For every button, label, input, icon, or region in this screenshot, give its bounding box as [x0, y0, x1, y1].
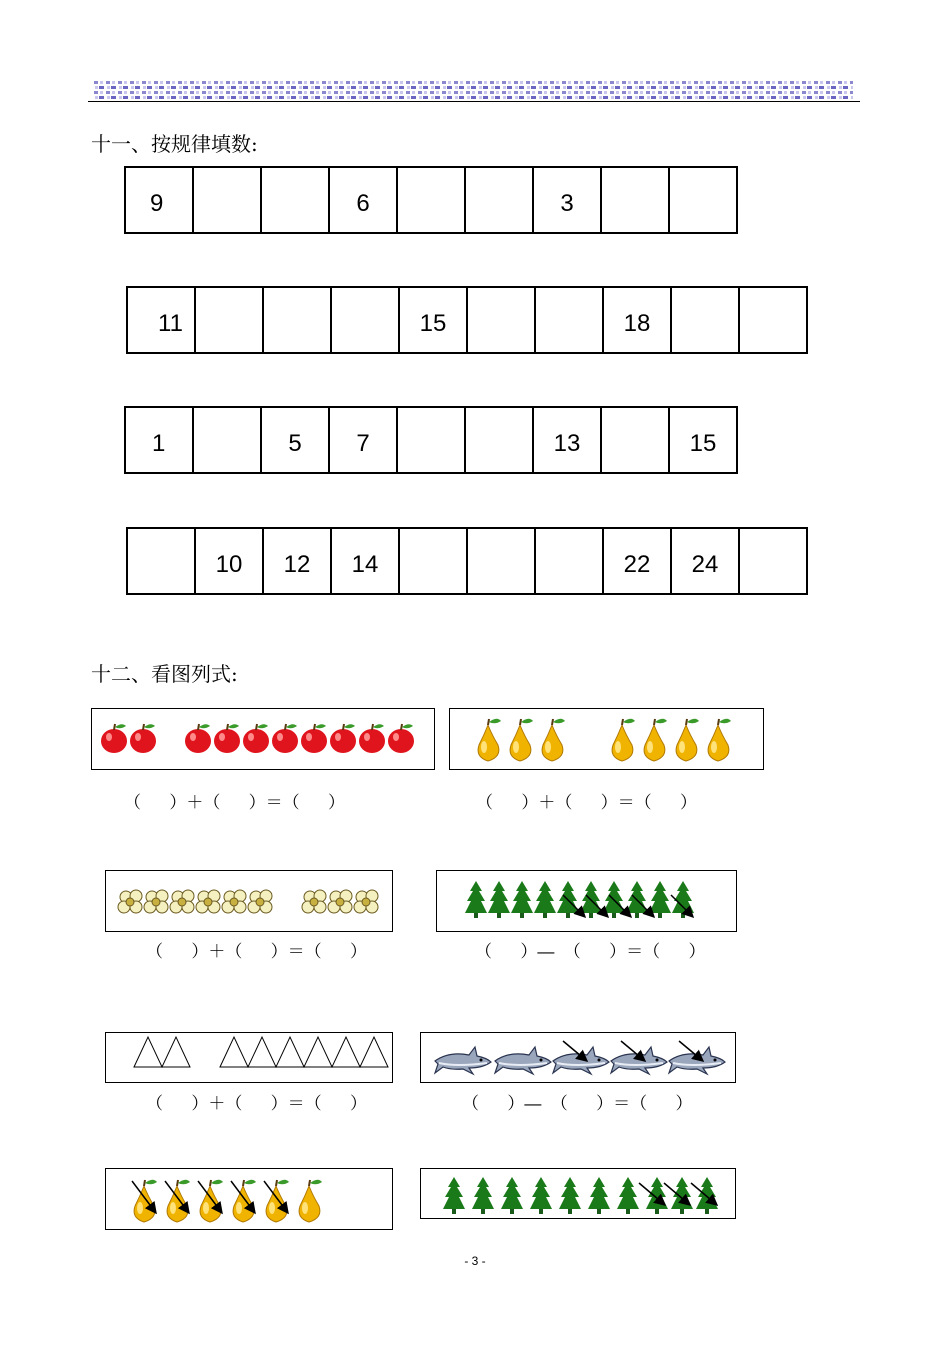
equation-1[interactable]: （ ）＋（ ）＝（ ） [124, 793, 346, 812]
apple-icon [185, 724, 414, 753]
sequence-cell[interactable] [468, 288, 536, 352]
sequence-cell[interactable] [264, 288, 332, 352]
sequence-cell[interactable] [536, 288, 604, 352]
sequence-cell[interactable] [398, 408, 466, 472]
sequence-cell[interactable]: 18 [604, 288, 672, 352]
sequence-cell[interactable]: 14 [332, 529, 400, 593]
sequence-row-2 [126, 286, 808, 354]
sequence-cell[interactable]: 12 [264, 529, 332, 593]
triangle-icon [106, 1033, 391, 1081]
pear-icon [478, 719, 565, 761]
sequence-cell[interactable] [196, 288, 264, 352]
equation-6[interactable]: （ ）— （ ）＝（ ） [462, 1094, 693, 1113]
sequence-row-1 [124, 166, 738, 234]
sequence-cell[interactable] [536, 529, 604, 593]
page-number: - 3 - [464, 1254, 486, 1268]
sequence-cell[interactable]: 11 [128, 288, 196, 352]
section11-title: 十一、按规律填数: [91, 132, 258, 156]
equation-5[interactable]: （ ）＋（ ）＝（ ） [146, 1094, 368, 1113]
sequence-cell[interactable] [602, 168, 670, 232]
sequence-cell[interactable]: 6 [330, 168, 398, 232]
sequence-cell[interactable] [194, 168, 262, 232]
sequence-cell[interactable] [602, 408, 670, 472]
apples-picture [91, 708, 435, 770]
triangles-picture [105, 1032, 393, 1083]
section12-title: 十二、看图列式: [91, 662, 238, 686]
sequence-cell[interactable]: 13 [534, 408, 602, 472]
sequence-cell[interactable] [466, 408, 534, 472]
sequence-cell[interactable]: 1 [126, 408, 194, 472]
sequence-row-4 [126, 527, 808, 595]
equation-4[interactable]: （ ）— （ ）＝（ ） [475, 942, 706, 961]
sequence-cell[interactable] [740, 288, 806, 352]
sharks-picture [420, 1032, 736, 1083]
sequence-row-3 [124, 406, 738, 474]
flower-icon [118, 890, 272, 913]
sequence-cell[interactable] [468, 529, 536, 593]
tree-icon [443, 1177, 718, 1214]
trees-picture-1 [436, 870, 737, 932]
header-pattern [93, 80, 853, 100]
sequence-cell[interactable] [128, 529, 196, 593]
sequence-cell[interactable]: 15 [689, 430, 717, 457]
sequence-cell[interactable]: 9 [126, 168, 194, 232]
sequence-cell[interactable]: 7 [330, 408, 398, 472]
equation-2[interactable]: （ ）＋（ ）＝（ ） [476, 793, 698, 812]
sequence-cell[interactable]: 3 [534, 168, 602, 232]
pear-icon [134, 1180, 322, 1222]
shark-icon [435, 1047, 725, 1074]
sequence-cell[interactable] [262, 168, 330, 232]
pear-icon [612, 719, 731, 761]
sequence-cell[interactable]: 15 [400, 288, 468, 352]
sequence-cell[interactable] [670, 168, 736, 232]
apple-icon [101, 724, 156, 753]
sequence-cell[interactable] [400, 529, 468, 593]
flower-icon [302, 890, 378, 913]
pears-picture-2 [105, 1168, 393, 1230]
flowers-picture [105, 870, 393, 932]
trees-picture-2 [420, 1168, 736, 1219]
equation-3[interactable]: （ ）＋（ ）＝（ ） [146, 942, 368, 961]
sequence-cell[interactable] [398, 168, 466, 232]
sequence-cell[interactable]: 5 [262, 408, 330, 472]
sequence-cell[interactable] [740, 529, 806, 593]
header-rule [88, 101, 860, 102]
pears-picture [449, 708, 764, 770]
sequence-cell[interactable]: 10 [196, 529, 264, 593]
sequence-cell[interactable] [672, 288, 740, 352]
sequence-cell[interactable]: 24 [672, 529, 740, 593]
cross-out-arrow-icon [563, 895, 693, 917]
sequence-cell[interactable]: 22 [604, 529, 672, 593]
sequence-cell[interactable] [194, 408, 262, 472]
sequence-cell[interactable] [466, 168, 534, 232]
sequence-cell[interactable] [332, 288, 400, 352]
